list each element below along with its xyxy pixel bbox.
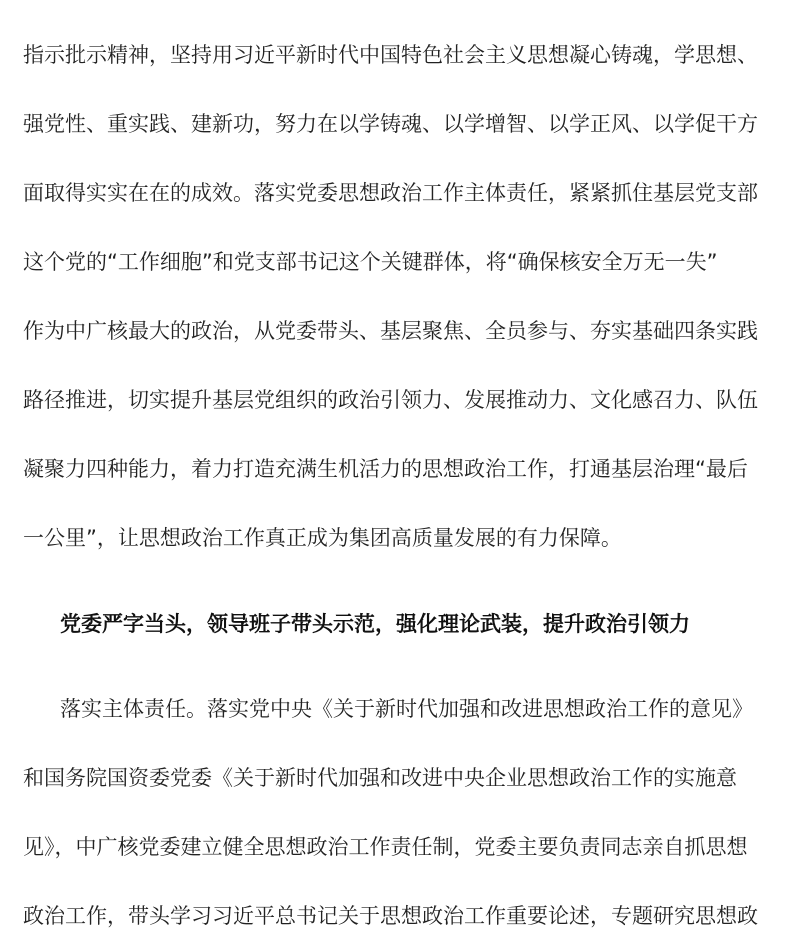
paragraph-line: 面取得实实在在的成效。落实党委思想政治工作主体责任，紧紧抓住基层党支部	[23, 181, 758, 205]
paragraph-line: 和国务院国资委党委《关于新时代加强和改进中央企业思想政治工作的实施意	[23, 766, 737, 790]
paragraph-line: 落实主体责任。落实党中央《关于新时代加强和改进思想政治工作的意见》	[60, 697, 753, 721]
paragraph-line: 见》，中广核党委建立健全思想政治工作责任制，党委主要负责同志亲自抓思想	[23, 835, 748, 859]
section-heading: 党委严字当头，领导班子带头示范，强化理论武装，提升政治引领力	[60, 612, 690, 636]
paragraph-line: 指示批示精神，坚持用习近平新时代中国特色社会主义思想凝心铸魂，学思想、	[23, 43, 758, 67]
paragraph-line: 凝聚力四种能力，着力打造充满生机活力的思想政治工作，打通基层治理“最后	[23, 457, 748, 481]
paragraph-line	[23, 0, 779, 4]
paragraph-line: 强党性、重实践、建新功，努力在以学铸魂、以学增智、以学正风、以学促干方	[23, 112, 758, 136]
paragraph-line: 这个党的“工作细胞”和党支部书记这个关键群体，将“确保核安全万无一失”	[23, 250, 718, 274]
paragraph-line: 作为中广核最大的政治，从党委带头、基层聚焦、全员参与、夯实基础四条实践	[23, 319, 758, 343]
paragraph-line: 一公里”，让思想政治工作真正成为集团高质量发展的有力保障。	[23, 526, 622, 550]
paragraph-line: 路径推进，切实提升基层党组织的政治引领力、发展推动力、文化感召力、队伍	[23, 388, 758, 412]
paragraph-line: 政治工作，带头学习习近平总书记关于思想政治工作重要论述，专题研究思想政	[23, 904, 758, 928]
